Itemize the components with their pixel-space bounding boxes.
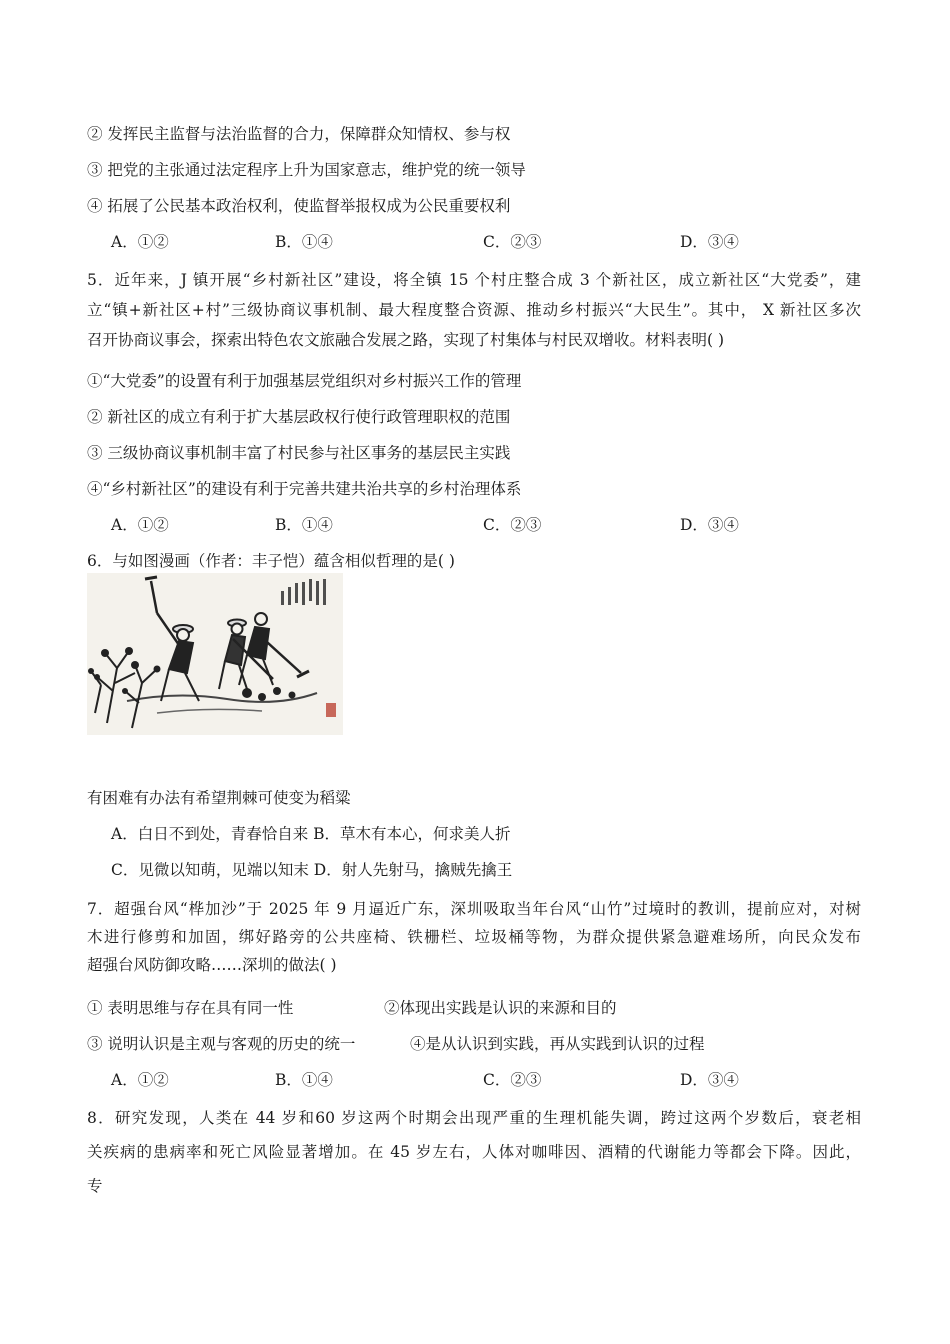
q5-stem-line-3: 召开协商议事会，探索出特色农文旅融合发展之路，实现了村集体与村民双增收。材料表明( ) xyxy=(87,331,725,349)
q4-choices xyxy=(87,232,887,252)
q8-stem-line-3: 专 xyxy=(87,1177,103,1195)
q4-choice-a[interactable]: A．①② xyxy=(111,233,169,251)
q4-choice-b[interactable]: B．①④ xyxy=(275,233,333,251)
q7-option-3: ③ 说明认识是主观与客观的历史的统一 xyxy=(87,1035,356,1053)
q7-choice-c[interactable]: C．②③ xyxy=(483,1071,542,1089)
q5-choice-b[interactable]: B．①④ xyxy=(275,516,333,534)
q5-choice-d[interactable]: D．③④ xyxy=(680,516,739,534)
q7-choice-a[interactable]: A．①② xyxy=(111,1071,169,1089)
q7-option-4: ④是从认识到实践，再从实践到认识的过程 xyxy=(410,1035,705,1053)
q4-option-2: ② 发挥民主监督与法治监督的合力，保障群众知情权、参与权 xyxy=(87,125,511,143)
q6-stem: 6．与如图漫画（作者：丰子恺）蕴含相似哲理的是( ) xyxy=(87,552,455,570)
feng-zikai-cartoon xyxy=(87,573,343,735)
q6-cartoon-caption: 有困难有办法有希望荆棘可使变为稻粱 xyxy=(87,789,351,807)
q7-option-2: ②体现出实践是认识的来源和目的 xyxy=(384,999,617,1017)
q5-option-4: ④“乡村新社区”的建设有利于完善共建共治共享的乡村治理体系 xyxy=(87,480,522,498)
q7-choice-d[interactable]: D．③④ xyxy=(680,1071,739,1089)
q5-stem-line-2: 立“镇+新社区+村”三级协商议事机制、最大程度整合资源、推动乡村振兴“大民生”。其中， X 新社区多次 xyxy=(87,301,861,319)
q4-choice-c[interactable]: C．②③ xyxy=(483,233,542,251)
q6-options-cd[interactable]: C．见微以知萌，见端以知末 D．射人先射马，擒贼先擒王 xyxy=(111,861,513,879)
q7-option-1: ① 表明思维与存在具有同一性 xyxy=(87,999,294,1017)
q6-options-ab[interactable]: A．白日不到处，青春恰自来 B．草木有本心，何求美人折 xyxy=(111,825,511,843)
q7-choice-b[interactable]: B．①④ xyxy=(275,1071,333,1089)
q8-stem-line-1: 8．研究发现，人类在 44 岁和60 岁这两个时期会出现严重的生理机能失调，跨过这两个岁数后，衰老相 xyxy=(87,1109,861,1127)
q5-choice-c[interactable]: C．②③ xyxy=(483,516,542,534)
q5-option-3: ③ 三级协商议事机制丰富了村民参与社区事务的基层民主实践 xyxy=(87,444,511,462)
q5-option-2: ② 新社区的成立有利于扩大基层政权行使行政管理职权的范围 xyxy=(87,408,511,426)
q4-option-4: ④ 拓展了公民基本政治权利，使监督举报权成为公民重要权利 xyxy=(87,197,511,215)
q7-stem-line-1: 7．超强台风“桦加沙”于 2025 年 9 月逼近广东，深圳吸取当年台风“山竹”过境时的教训，提前应对，对树 xyxy=(87,900,861,918)
q7-stem-line-2: 木进行修剪和加固，绑好路旁的公共座椅、铁栅栏、垃圾桶等物，为群众提供紧急避难场所，向民众发布 xyxy=(87,928,861,946)
q5-choice-a[interactable]: A．①② xyxy=(111,516,169,534)
q5-choices xyxy=(87,515,887,535)
cartoon-drawing xyxy=(87,573,343,735)
q7-choices xyxy=(87,1070,887,1090)
seal-stamp xyxy=(326,703,336,717)
q7-stem-line-3: 超强台风防御攻略……深圳的做法( ) xyxy=(87,956,337,974)
q5-stem-line-1: 5．近年来，J 镇开展“乡村新社区”建设，将全镇 15 个村庄整合成 3 个新社区，成立新社区“大党委”，建 xyxy=(87,271,861,289)
q5-option-1: ①“大党委”的设置有利于加强基层党组织对乡村振兴工作的管理 xyxy=(87,372,522,390)
q4-choice-d[interactable]: D．③④ xyxy=(680,233,739,251)
q4-option-3: ③ 把党的主张通过法定程序上升为国家意志，维护党的统一领导 xyxy=(87,161,526,179)
q8-stem-line-2: 关疾病的患病率和死亡风险显著增加。在 45 岁左右，人体对咖啡因、酒精的代谢能力等都会下降。因此， xyxy=(87,1143,861,1161)
